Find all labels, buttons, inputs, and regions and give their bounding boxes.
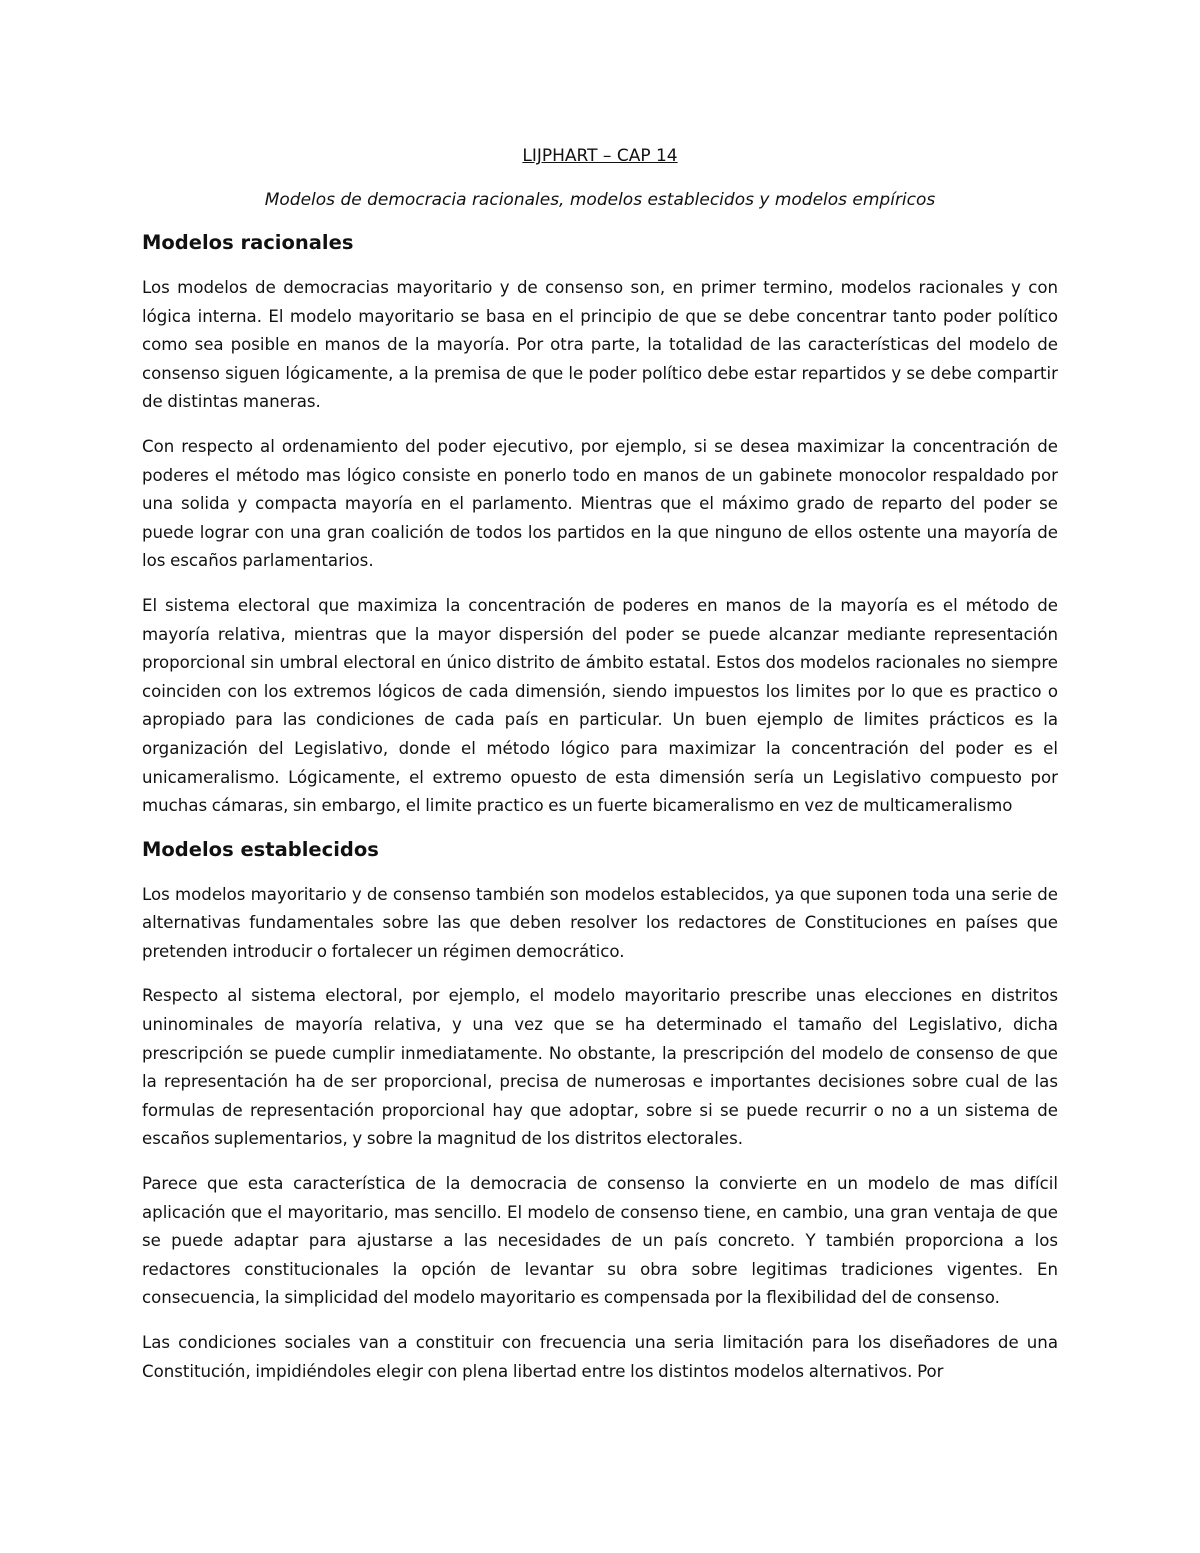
body-paragraph: Los modelos mayoritario y de consenso también son modelos establecidos, ya que suponen toda una serie de alternativas fundamentales sobre las que deben resolver los redactores de Constituciones en países que pretenden introducir o fortalecer un régimen democrático. bbox=[142, 884, 1058, 961]
section-modelos-establecidos bbox=[142, 835, 1058, 1386]
body-paragraph: Las condiciones sociales van a constituir con frecuencia una seria limitación para los diseñadores de una Constitución, impidiéndoles elegir con plena libertad entre los distintos modelos alternativos. Por bbox=[142, 1333, 1058, 1381]
body-paragraph: Parece que esta característica de la democracia de consenso la convierte en un modelo de mas difícil aplicación que el mayoritario, mas sencillo. El modelo de consenso tiene, en cambio, una gran ventaja de que se puede adaptar para ajustarse a las necesidades de un país concreto. Y también proporciona a los redactores constitucionales la opción de levantar su obra sobre legitimas tradiciones vigentes. En consecuencia, la simplicidad del modelo mayoritario es compensada por la flexibilidad del de consenso. bbox=[142, 1174, 1058, 1308]
body-paragraph: Respecto al sistema electoral, por ejemplo, el modelo mayoritario prescribe unas elecciones en distritos uninominales de mayoría relativa, y una vez que se ha determinado el tamaño del Legislativo, dicha prescripción se puede cumplir inmediatamente. No obstante, la prescripción del modelo de consenso de que la representación ha de ser proporcional, precisa de numerosas e importantes decisiones sobre cual de las formulas de representación proporcional hay que adoptar, sobre si se puede recurrir o no a un sistema de escaños suplementarios, y sobre la magnitud de los distritos electorales. bbox=[142, 986, 1058, 1149]
document-subtitle: Modelos de democracia racionales, modelos establecidos y modelos empíricos bbox=[264, 190, 936, 210]
section-heading: Modelos establecidos bbox=[142, 837, 379, 861]
section-heading: Modelos racionales bbox=[142, 231, 354, 254]
body-paragraph: Los modelos de democracias mayoritario y de consenso son, en primer termino, modelos racionales y con lógica interna. El modelo mayoritario se basa en el principio de que se debe concentrar tanto poder político como sea posible en manos de la mayoría. Por otra parte, la totalidad de las características del modelo de consenso siguen lógicamente, a la premisa de que le poder político debe estar repartidos y se debe compartir de distintas maneras. bbox=[142, 278, 1058, 412]
document-title: LIJPHART – CAP 14 bbox=[522, 146, 678, 166]
body-paragraph: El sistema electoral que maximiza la concentración de poderes en manos de la mayoría es el método de mayoría relativa, mientras que la mayor dispersión del poder se puede alcanzar mediante representación proporcional sin umbral electoral en único distrito de ámbito estatal. Estos dos modelos racionales no siempre coinciden con los extremos lógicos de cada dimensión, siendo impuestos los limites por lo que es practico o apropiado para las condiciones de cada país en particular. Un buen ejemplo de limites prácticos es la organización del Legislativo, donde el método lógico para maximizar la concentración del poder es el unicameralismo. Lógicamente, el extremo opuesto de esta dimensión sería un Legislativo compuesto por muchas cámaras, sin embargo, el limite practico es un fuerte bicameralismo en vez de multicameralismo bbox=[142, 595, 1058, 816]
section-modelos-racionales bbox=[142, 228, 1058, 821]
document-page bbox=[142, 142, 1058, 1386]
body-paragraph: Con respecto al ordenamiento del poder ejecutivo, por ejemplo, si se desea maximizar la concentración de poderes el método mas lógico consiste en ponerlo todo en manos de un gabinete monocolor respaldado por una solida y compacta mayoría en el parlamento. Mientras que el máximo grado de reparto del poder se puede lograr con una gran coalición de todos los partidos en la que ninguno de ellos ostente una mayoría de los escaños parlamentarios. bbox=[142, 436, 1058, 571]
